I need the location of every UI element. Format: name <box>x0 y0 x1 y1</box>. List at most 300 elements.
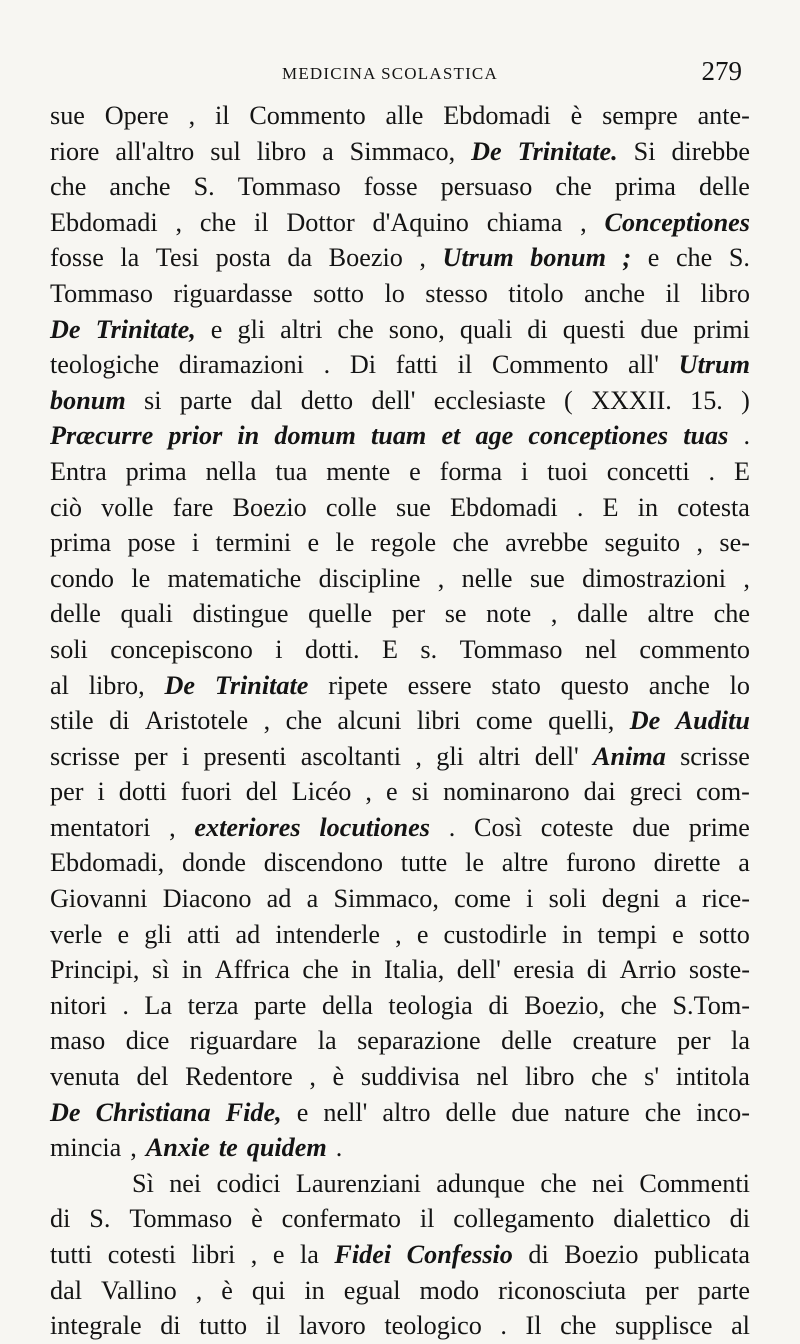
italic-word: Anima <box>593 741 666 771</box>
word: le <box>131 563 151 593</box>
word: Si <box>633 136 656 166</box>
word: Aristotele <box>144 706 249 736</box>
word: di <box>160 1311 181 1341</box>
word: Di <box>349 350 377 380</box>
word: , <box>365 777 372 807</box>
word: sul <box>210 136 241 166</box>
word: i <box>191 528 200 558</box>
word: Ebdomadi <box>50 207 158 237</box>
word: del <box>245 777 278 807</box>
word: tutti <box>50 1240 93 1269</box>
word: è <box>251 1204 263 1234</box>
word: da <box>287 243 313 273</box>
word: Commento <box>249 101 366 130</box>
word: e <box>117 919 130 949</box>
word: dialettico <box>613 1204 711 1234</box>
word: Commenti <box>639 1168 750 1198</box>
word: del <box>136 1062 169 1092</box>
italic-word: tuas <box>683 421 729 451</box>
word: XXXII. <box>591 385 672 415</box>
word: nitori <box>50 990 107 1020</box>
word: , <box>130 1133 137 1163</box>
text-line <box>50 703 750 739</box>
word: si <box>411 777 430 807</box>
word: matematiche <box>167 563 302 593</box>
word: la <box>317 1026 337 1056</box>
word: e <box>272 1240 285 1269</box>
word: in <box>304 1275 325 1305</box>
word: dalle <box>576 599 628 629</box>
word: concepiscono <box>110 634 253 664</box>
text-line <box>50 881 750 917</box>
word: separazione <box>357 1026 481 1056</box>
word: all'altro <box>115 136 195 166</box>
word: intenderle <box>275 919 381 949</box>
word: ad <box>266 884 292 914</box>
word: S. <box>728 243 750 273</box>
word: libro <box>256 136 307 166</box>
word: fatti <box>395 350 438 380</box>
word: mente <box>326 456 391 486</box>
word: colle <box>325 492 377 522</box>
italic-word: Præcurre <box>50 421 154 451</box>
italic-word: in <box>237 421 260 451</box>
italic-word: domum <box>274 421 356 451</box>
word: dell' <box>456 955 501 985</box>
word: a <box>738 848 750 878</box>
text-line <box>50 845 750 881</box>
word: di <box>50 1204 71 1234</box>
word: ( <box>564 385 573 415</box>
word: dirette <box>653 848 721 878</box>
italic-word: De <box>50 314 81 344</box>
word: Giovanni <box>50 884 148 914</box>
text-line <box>50 917 750 953</box>
word: parte <box>179 385 233 415</box>
word: all' <box>628 350 659 380</box>
word: furono <box>566 848 636 878</box>
page-number: 279 <box>701 56 742 86</box>
word: che <box>620 990 657 1020</box>
text-line <box>50 240 750 276</box>
word: Italia, <box>383 955 445 985</box>
word: quelle <box>308 599 373 629</box>
text-line <box>50 525 750 561</box>
word: gli <box>144 919 172 949</box>
word: il <box>265 1311 281 1341</box>
word: ante- <box>697 101 750 130</box>
word: delle <box>698 172 750 202</box>
text-line <box>50 347 750 383</box>
word: Ebdomadi <box>450 492 558 522</box>
word: fosse <box>50 243 104 273</box>
word: che <box>285 706 322 736</box>
word: Tommaso <box>459 634 563 664</box>
text-line <box>50 1166 750 1202</box>
text-line <box>50 1308 750 1344</box>
word: venuta <box>50 1062 120 1092</box>
word: E <box>381 634 398 664</box>
word: di <box>109 706 130 736</box>
word: Sì <box>132 1168 154 1198</box>
word: prima <box>125 456 187 486</box>
word: Vallino <box>101 1275 177 1305</box>
word: due <box>632 812 671 842</box>
italic-word: Trinitate <box>214 670 309 700</box>
word: tua <box>275 456 308 486</box>
word: al <box>731 1311 750 1341</box>
word: che <box>302 955 339 985</box>
word: mentatori <box>50 812 151 842</box>
word: tutte <box>400 848 448 878</box>
word: e <box>647 243 660 273</box>
word: prime <box>688 812 750 842</box>
word: , <box>415 741 422 771</box>
word: degni <box>601 884 660 914</box>
word: dotti. <box>304 634 360 664</box>
word: , <box>395 919 402 949</box>
word: i <box>97 777 105 807</box>
word: altre <box>647 599 695 629</box>
word: seguito <box>604 528 681 558</box>
word: parte <box>254 990 307 1020</box>
word: dimostrazioni <box>582 563 727 593</box>
word: soste- <box>688 955 750 985</box>
text-line <box>50 1201 750 1237</box>
italic-word: conceptiones <box>528 421 669 451</box>
word: , <box>175 207 182 237</box>
word: Boezio <box>232 492 307 522</box>
word: Boezio <box>564 1240 639 1269</box>
italic-word: tuam <box>371 421 427 451</box>
word: teologico <box>384 1311 482 1341</box>
italic-word: Fide, <box>225 1097 282 1127</box>
word: prima <box>50 528 112 558</box>
word: libri <box>416 706 461 736</box>
text-line <box>50 454 750 490</box>
word: se <box>444 599 467 629</box>
word: in <box>181 955 203 985</box>
body-text <box>50 98 750 1344</box>
word: regole <box>370 528 437 558</box>
word: che <box>675 243 713 273</box>
word: il <box>253 207 269 237</box>
word: nella <box>205 456 257 486</box>
word: scrisse <box>50 741 120 771</box>
text-line <box>50 739 750 775</box>
word: diramazioni <box>178 350 304 380</box>
word: discipline <box>318 563 421 593</box>
word: delle <box>50 599 101 629</box>
word: . <box>323 350 331 380</box>
word: sì <box>151 955 170 985</box>
word: che <box>540 1168 577 1198</box>
word: discendono <box>263 848 383 878</box>
word: Tommaso <box>129 1204 233 1234</box>
word: stesso <box>425 278 488 308</box>
word: , <box>263 706 271 736</box>
italic-word: Trinitate. <box>517 136 618 166</box>
text-line <box>50 668 750 704</box>
word: quali <box>459 314 513 344</box>
word: la <box>120 243 140 273</box>
italic-word: bonum <box>530 243 606 273</box>
text-line <box>50 383 750 419</box>
text-line <box>50 490 750 526</box>
word: per <box>50 777 84 807</box>
word: il <box>214 101 230 130</box>
word: termini <box>215 528 292 558</box>
word: prima <box>614 172 676 202</box>
word: stato <box>491 670 541 700</box>
word: d'Aquino <box>372 207 469 237</box>
word: anche <box>109 172 171 202</box>
word: al <box>50 670 69 700</box>
word: atti <box>186 919 221 949</box>
word: modo <box>419 1275 480 1305</box>
word: greci <box>629 777 682 807</box>
word: Commento <box>491 350 609 380</box>
word: e <box>672 919 684 949</box>
word: il <box>419 1204 435 1234</box>
word: ) <box>741 385 750 415</box>
word: che <box>337 314 374 344</box>
word: coteste <box>540 812 614 842</box>
word: i <box>521 456 529 486</box>
word: riore <box>50 136 100 166</box>
word: , <box>437 563 445 593</box>
text-line <box>50 1237 750 1273</box>
word: distingue <box>192 599 289 629</box>
word: dice <box>125 1026 170 1056</box>
word: , <box>743 563 750 593</box>
word: soli <box>548 884 587 914</box>
word: essere <box>407 670 472 700</box>
word: le <box>335 528 355 558</box>
word: . <box>743 421 750 451</box>
word: nell' <box>323 1097 368 1127</box>
italic-word: Utrum <box>678 350 750 380</box>
word: nature <box>564 1097 630 1127</box>
word: i <box>181 741 190 771</box>
word: sotto <box>313 278 364 308</box>
text-line <box>50 169 750 205</box>
italic-word: quidem <box>246 1133 327 1163</box>
word: tutto <box>199 1311 248 1341</box>
word: Tesi <box>155 243 200 273</box>
italic-word: ; <box>622 243 632 273</box>
text-line <box>50 1059 750 1095</box>
word: ripete <box>328 670 388 700</box>
word: Tommaso <box>50 278 153 308</box>
text-line <box>50 205 750 241</box>
word: la <box>731 1026 750 1056</box>
word: nelle <box>461 563 513 593</box>
italic-word: exteriores <box>194 812 301 842</box>
word: Laurenziani <box>295 1168 421 1198</box>
word: Boezio, <box>524 990 606 1020</box>
word: in <box>351 955 372 985</box>
text-line <box>50 774 750 810</box>
word: adunque <box>436 1168 525 1198</box>
word: Affrica <box>214 955 290 985</box>
text-line <box>50 632 750 668</box>
word: alle <box>385 101 424 130</box>
text-line <box>50 988 750 1024</box>
word: Entra <box>50 456 107 486</box>
word: nel <box>584 634 617 664</box>
word: la <box>299 1240 319 1269</box>
word: in <box>637 492 659 522</box>
word: altro <box>382 1097 431 1127</box>
word: primi <box>693 314 750 344</box>
word: Simmaco, <box>333 884 439 914</box>
word: due <box>511 1097 550 1127</box>
word: avrebbe <box>505 528 589 558</box>
word: . <box>576 492 584 522</box>
word: fare <box>172 492 214 522</box>
word: custodirle <box>443 919 547 949</box>
word: . <box>448 812 456 842</box>
word: confermato <box>281 1204 401 1234</box>
word: qui <box>251 1275 286 1305</box>
word: che <box>555 172 592 202</box>
word: è <box>570 101 583 130</box>
word: dell' <box>371 385 416 415</box>
word: egual <box>343 1275 401 1305</box>
word: di <box>527 314 548 344</box>
word: come <box>475 706 533 736</box>
word: suddivisa <box>360 1062 460 1092</box>
word: 15. <box>690 385 723 415</box>
word: altre <box>501 848 549 878</box>
word: . <box>708 456 716 486</box>
word: integrale <box>50 1311 142 1341</box>
word: fosse <box>363 172 418 202</box>
italic-word: De <box>164 670 196 700</box>
word: lo <box>384 278 405 308</box>
word: codici <box>216 1168 281 1198</box>
word: collegamento <box>453 1204 595 1234</box>
text-line <box>50 134 750 170</box>
word: altri <box>280 314 323 344</box>
word: che <box>50 172 87 202</box>
italic-word: Trinitate, <box>95 314 196 344</box>
word: detto <box>300 385 354 415</box>
word: delle <box>445 1097 497 1127</box>
word: . <box>335 1133 343 1163</box>
word: a <box>322 136 334 166</box>
word: , <box>580 207 587 237</box>
word: stile <box>50 706 94 736</box>
word: condo <box>50 563 114 593</box>
word: dai <box>583 777 616 807</box>
word: dal <box>50 1275 82 1305</box>
word: supplisce <box>615 1311 713 1341</box>
word: sue <box>529 563 565 593</box>
italic-word: Utrum <box>442 243 514 273</box>
word: in <box>561 919 583 949</box>
word: La <box>144 990 173 1020</box>
word: e <box>210 314 223 344</box>
word: Dottor <box>286 207 355 237</box>
word: soli <box>50 634 88 664</box>
word: alcuni <box>337 706 402 736</box>
word: cotesta <box>677 492 750 522</box>
word: Principi, <box>50 955 140 985</box>
word: dal <box>250 385 283 415</box>
word: eresia <box>513 955 575 985</box>
word: . <box>122 990 129 1020</box>
word: ascoltanti <box>300 741 402 771</box>
word: i <box>275 634 283 664</box>
word: riguardasse <box>173 278 293 308</box>
word: teologia <box>388 990 473 1020</box>
word: libro, <box>88 670 145 700</box>
word: , <box>309 1062 316 1092</box>
word: S. <box>89 1204 111 1234</box>
word: ad <box>235 919 261 949</box>
italic-word: locutiones <box>319 812 430 842</box>
word: di <box>729 1204 750 1234</box>
word: che <box>644 1097 682 1127</box>
word: fuori <box>180 777 232 807</box>
word: scrisse <box>680 741 750 771</box>
italic-word: Auditu <box>675 706 750 736</box>
word: nel <box>476 1062 509 1092</box>
italic-word: De <box>471 136 502 166</box>
running-head: MEDICINA SCOLASTICA <box>282 64 498 83</box>
word: di <box>488 990 509 1020</box>
word: se- <box>719 528 750 558</box>
word: persuaso <box>440 172 533 202</box>
word: titolo <box>508 278 564 308</box>
word: parte <box>697 1275 750 1305</box>
word: nominarono <box>443 777 570 807</box>
word: questi <box>562 314 626 344</box>
word: che <box>713 599 750 629</box>
word: forma <box>439 456 503 486</box>
word: riguardare <box>189 1026 298 1056</box>
word: di <box>528 1240 549 1269</box>
word: verle <box>50 919 103 949</box>
word: , <box>419 243 426 273</box>
word: Boezio <box>328 243 403 273</box>
word: S.Tom- <box>672 990 750 1020</box>
italic-word: bonum <box>50 385 126 415</box>
word: presenti <box>203 741 287 771</box>
italic-word: Conceptiones <box>604 207 750 237</box>
text-line <box>50 1023 750 1059</box>
word: che <box>199 207 237 237</box>
italic-word: De <box>629 706 661 736</box>
word: E <box>602 492 619 522</box>
word: posta <box>215 243 271 273</box>
word: che <box>452 528 489 558</box>
italic-word: De <box>50 1097 81 1127</box>
word: anche <box>584 278 646 308</box>
word: Simmaco, <box>349 136 456 166</box>
word: Redentore <box>185 1062 293 1092</box>
word: anche <box>648 670 710 700</box>
word: s' <box>644 1062 660 1092</box>
word: Licéo <box>291 777 352 807</box>
text-line <box>50 312 750 348</box>
word: terza <box>187 990 239 1020</box>
page-header <box>52 58 748 94</box>
word: Ebdomadi <box>443 101 551 130</box>
text-line <box>50 810 750 846</box>
